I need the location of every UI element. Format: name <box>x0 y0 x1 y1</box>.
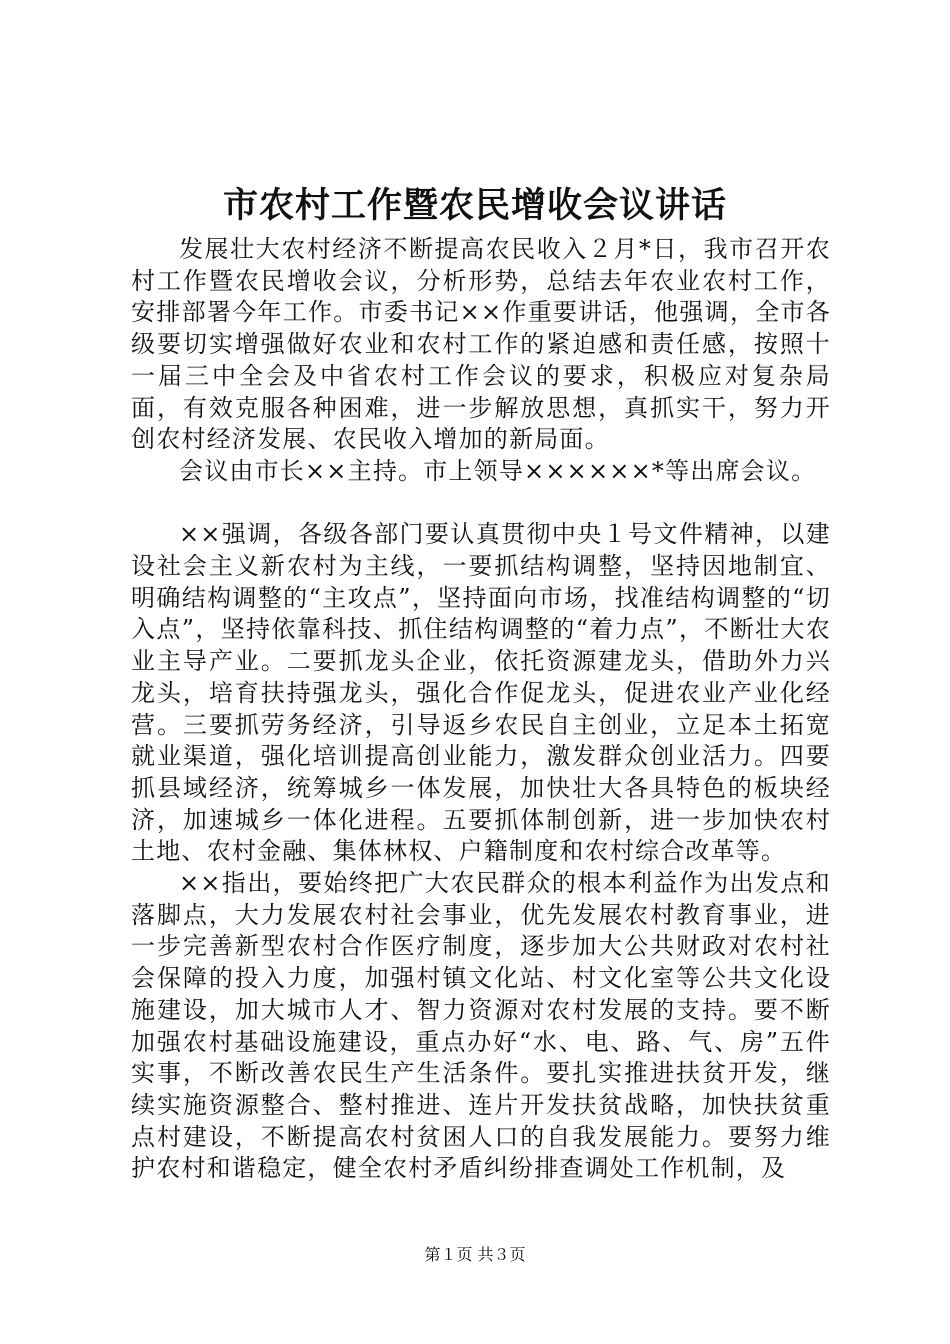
paragraph-emphasis: ××强调，各级各部门要认真贯彻中央１号文件精神，以建设社会主义新农村为主线，一要抓结构调整，坚持因地制宜、明确结构调整的“主攻点”，坚持面向市场，找准结构调整的“切入点”，坚持依靠科技、抓住结构调整的“着力点”，不断壮大农业主导产业。二要抓龙头企业，依托资源建龙头，借助外力兴龙头，培育扶持强龙头，强化合作促龙头，促进农业产业化经营。三要抓劳务经济，引导返乡农民自主创业，立足本土拓宽就业渠道，强化培训提高创业能力，激发群众创业活力。四要抓县域经济，统筹城乡一体发展，加快壮大各具特色的板块经济，加速城乡一体化进程。五要抓体制创新，进一步加快农村土地、农村金融、集体林权、户籍制度和农村综合改革等。 <box>131 520 831 866</box>
paragraph-meeting-host: 会议由市长××主持。市上领导××××××*等出席会议。 <box>179 456 817 485</box>
page-footer: 第１页 共３页 <box>424 1245 526 1264</box>
document-body <box>131 234 831 1185</box>
paragraph-intro: 发展壮大农村经济不断提高农民收入２月*日，我市召开农村工作暨农民增收会议，分析形势，总结去年农业农村工作，安排部署今年工作。市委书记××作重要讲话，他强调，全市各级要切实增强做好农业和农村工作的紧迫感和责任感，按照十一届三中全会及中省农村工作会议的要求，积极应对复杂局面，有效克服各种困难，进一步解放思想，真抓实干，努力开创农村经济发展、农民收入增加的新局面。 <box>131 235 831 454</box>
paragraph-pointed-out: ××指出，要始终把广大农民群众的根本利益作为出发点和落脚点，大力发展农村社会事业，优先发展农村教育事业，进一步完善新型农村合作医疗制度，逐步加大公共财政对农村社会保障的投入力度，加强村镇文化站、村文化室等公共文化设施建设，加大城市人才、智力资源对农村发展的支持。要不断加强农村基础设施建设，重点办好“水、电、路、气、房”五件实事，不断改善农民生产生活条件。要扎实推进扶贫开发，继续实施资源整合、整村推进、连片开发扶贫战略，加快扶贫重点村建设，不断提高农村贫困人口的自我发展能力。要努力维护农村和谐稳定，健全农村矛盾纠纷排查调处工作机制，及 <box>131 869 831 1183</box>
document-title: 市农村工作暨农民增收会议讲话 <box>222 185 727 226</box>
paragraph-spacer <box>131 488 831 520</box>
